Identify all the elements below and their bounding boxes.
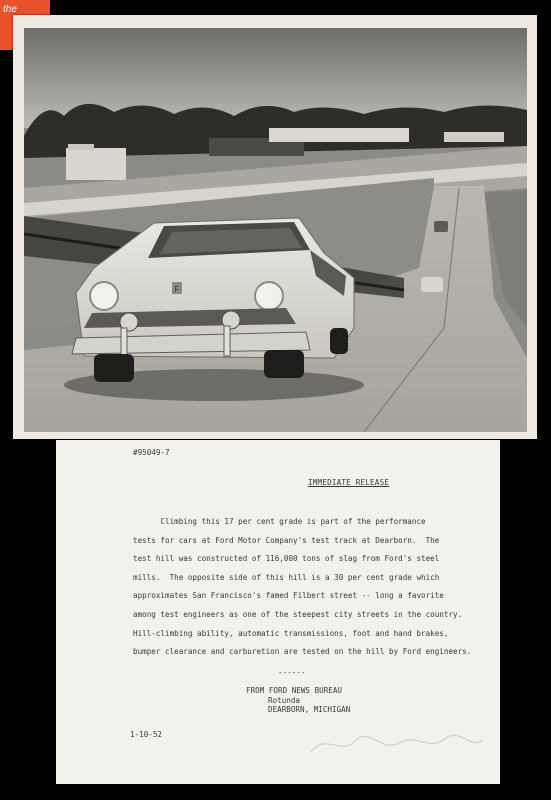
release-headline: IMMEDIATE RELEASE	[308, 478, 390, 487]
body-line: mills. The opposite side of this hill is a 30 per cent grade which	[133, 572, 440, 582]
logo-text-the: the	[3, 4, 17, 15]
bumper-guard-left	[121, 328, 127, 358]
body-line: approximates San Francisco's famed Filbert street -- long a favorite	[133, 591, 444, 601]
body-line: Climbing this 17 per cent grade is part of the performance	[133, 517, 426, 526]
bureau-building: Rotunda	[268, 695, 301, 705]
body-line: test hill was constructed of 116,000 tons of slag from Ford's steel	[133, 554, 440, 564]
body-line: tests for cars at Ford Motor Company's test track at Dearborn. The	[133, 535, 440, 545]
rear-wheel	[330, 328, 348, 354]
test-track-photo	[24, 28, 527, 432]
front-wheel-right	[264, 350, 304, 378]
building-right	[269, 128, 409, 142]
building-left	[66, 148, 126, 180]
press-photo	[24, 28, 527, 432]
front-wheel-left	[94, 354, 134, 382]
building-left-roof	[68, 144, 94, 150]
section-divider: ------	[278, 668, 306, 677]
bureau-city: DEARBORN, MICHIGAN	[268, 705, 351, 714]
bumper-guard-right	[224, 326, 230, 356]
handwritten-scribble	[306, 722, 486, 762]
news-bureau-block	[246, 686, 350, 715]
hood-emblem-letter: F	[174, 285, 180, 294]
press-release-sheet	[56, 440, 500, 784]
headlight-right	[255, 282, 283, 310]
body-line: among test engineers as one of the steepest city streets in the country.	[133, 609, 463, 619]
reference-number: #95049-7	[133, 448, 170, 457]
body-line: Hill-climbing ability, automatic transmissions, foot and hand brakes,	[133, 628, 449, 638]
distant-car-1	[434, 221, 448, 232]
headlight-left	[90, 282, 118, 310]
release-date: 1-10-52	[130, 730, 163, 739]
bureau-name: FROM FORD NEWS BUREAU	[246, 686, 343, 695]
release-body	[133, 513, 473, 662]
building-far-right	[444, 132, 504, 142]
scribble-stroke	[311, 735, 482, 752]
distant-car-2	[421, 277, 443, 292]
body-line: bumper clearance and carburetion are tested on the hill by Ford engineers.	[133, 647, 472, 657]
photo-mount	[13, 15, 537, 439]
